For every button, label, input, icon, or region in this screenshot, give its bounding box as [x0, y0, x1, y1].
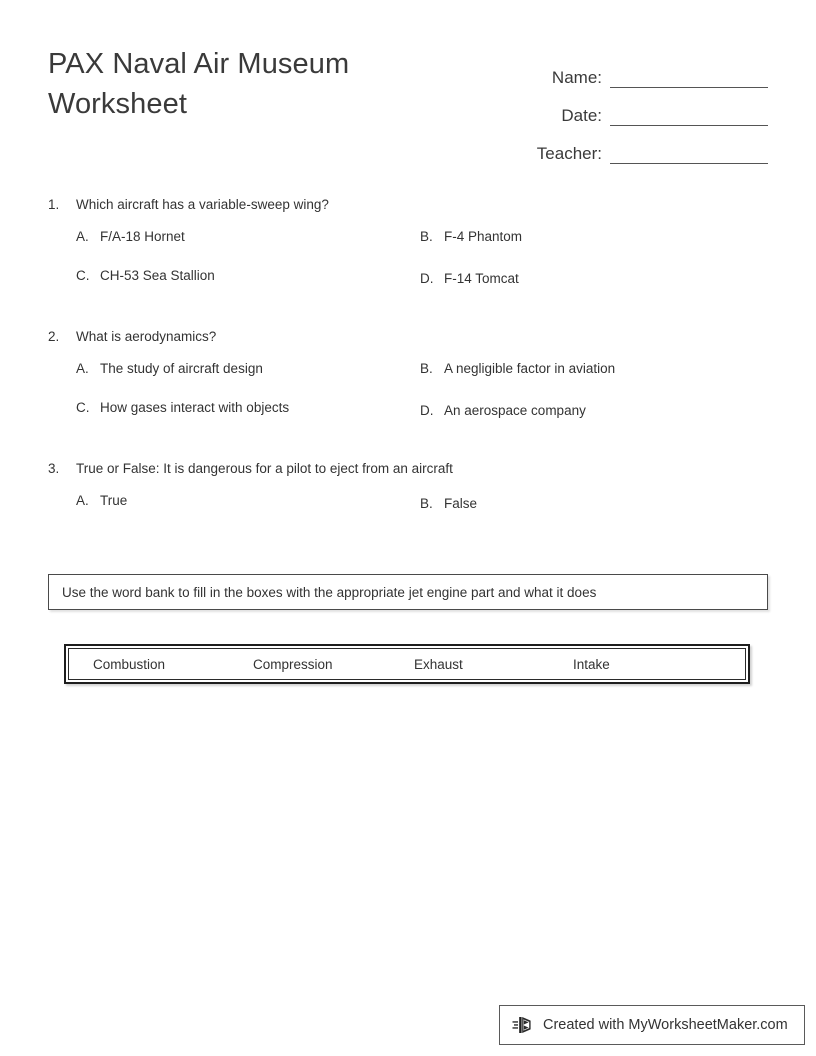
word-bank-item[interactable]: Compression	[253, 656, 333, 672]
teacher-field-label: Teacher:	[536, 144, 602, 163]
question-1-options	[48, 228, 768, 306]
instruction-text: Use the word bank to fill in the boxes with the appropriate jet engine part and what it does	[62, 584, 597, 600]
option-letter: C.	[76, 400, 90, 415]
question-3-heading	[48, 460, 768, 478]
option-letter: A.	[76, 361, 89, 376]
question-2-option-row-2	[48, 399, 768, 438]
option-text: CH-53 Sea Stallion	[100, 268, 215, 283]
option-text: An aerospace company	[444, 403, 586, 418]
questions-list	[48, 196, 768, 531]
question-3-text: True or False: It is dangerous for a pilot to eject from an aircraft	[76, 461, 453, 476]
question-2-option-b[interactable]	[420, 360, 615, 378]
question-3	[48, 460, 768, 531]
word-bank-item[interactable]: Intake	[573, 656, 610, 672]
option-letter: C.	[76, 268, 90, 283]
question-3-option-b[interactable]	[420, 495, 477, 513]
date-field-blank[interactable]	[610, 105, 768, 126]
question-2-option-row-1	[48, 360, 768, 399]
teacher-field-row	[478, 126, 768, 164]
name-field-blank[interactable]	[610, 67, 768, 88]
option-letter: A.	[76, 493, 89, 508]
word-bank	[64, 644, 750, 684]
question-2-number: 2.	[48, 329, 60, 344]
question-2-option-c[interactable]	[76, 399, 289, 417]
name-field-row	[478, 50, 768, 88]
question-1-option-c[interactable]	[76, 267, 215, 285]
question-2-heading	[48, 328, 768, 346]
option-text: F-14 Tomcat	[444, 271, 519, 286]
question-2-option-a[interactable]	[76, 360, 263, 378]
question-2-text: What is aerodynamics?	[76, 329, 217, 344]
option-text: How gases interact with objects	[100, 400, 290, 415]
question-3-options	[48, 492, 768, 531]
jet-logo-icon	[512, 1013, 536, 1037]
option-text: The study of aircraft design	[100, 361, 263, 376]
question-1-text: Which aircraft has a variable-sweep wing?	[76, 197, 329, 212]
question-1	[48, 196, 768, 306]
option-letter: B.	[420, 496, 433, 511]
word-bank-inner	[68, 648, 746, 680]
footer-text: Created with MyWorksheetMaker.com	[543, 1017, 788, 1033]
option-text: False	[444, 496, 478, 511]
student-info-fields	[478, 44, 768, 164]
question-1-option-a[interactable]	[76, 228, 185, 246]
word-bank-item[interactable]: Combustion	[93, 656, 166, 672]
option-letter: B.	[420, 361, 433, 376]
page-title: PAX Naval Air Museum Worksheet	[48, 48, 350, 120]
question-3-option-row-1	[48, 492, 768, 531]
question-1-option-row-1	[48, 228, 768, 267]
option-text: A negligible factor in aviation	[444, 361, 616, 376]
footer-badge[interactable]	[499, 1005, 805, 1045]
option-text: True	[100, 493, 128, 508]
name-field-label: Name:	[551, 68, 602, 87]
option-letter: B.	[420, 229, 433, 244]
question-2	[48, 328, 768, 438]
option-letter: D.	[420, 403, 434, 418]
option-text: F-4 Phantom	[444, 229, 523, 244]
option-letter: A.	[76, 229, 89, 244]
question-2-options	[48, 360, 768, 438]
word-bank-item[interactable]: Exhaust	[414, 656, 463, 672]
question-2-option-d[interactable]	[420, 402, 586, 420]
question-1-heading	[48, 196, 768, 214]
question-1-option-d[interactable]	[420, 270, 519, 288]
worksheet-header	[48, 44, 768, 164]
question-1-number: 1.	[48, 197, 60, 212]
question-1-option-row-2	[48, 267, 768, 306]
option-text: F/A-18 Hornet	[100, 229, 185, 244]
option-letter: D.	[420, 271, 434, 286]
question-1-option-b[interactable]	[420, 228, 522, 246]
teacher-field-blank[interactable]	[610, 143, 768, 164]
instruction-box	[48, 574, 768, 610]
question-3-number: 3.	[48, 461, 60, 476]
date-field-label: Date:	[561, 106, 602, 125]
date-field-row	[478, 88, 768, 126]
question-3-option-a[interactable]	[76, 492, 127, 510]
